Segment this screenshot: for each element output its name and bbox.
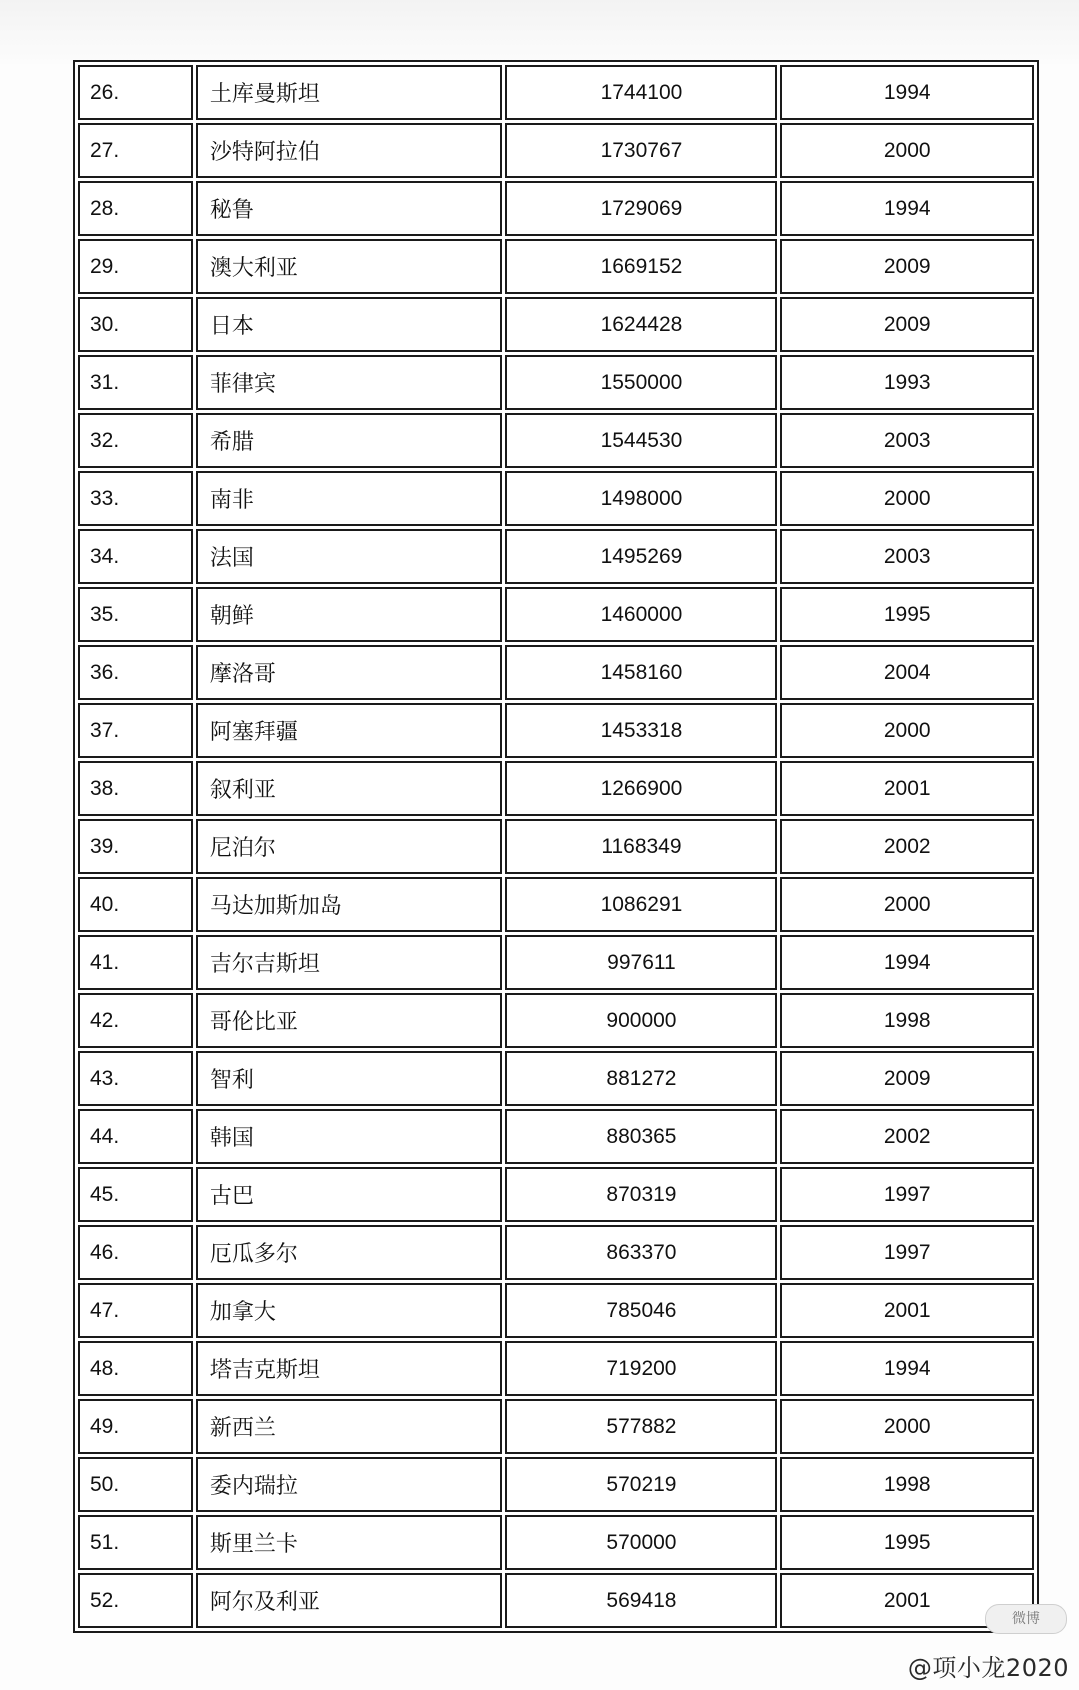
country-cell: 韩国 (196, 1109, 503, 1164)
table-row (78, 529, 1034, 584)
country-cell: 秘鲁 (196, 181, 503, 236)
table-row (78, 239, 1034, 294)
country-cell: 吉尔吉斯坦 (196, 935, 503, 990)
table-row (78, 1225, 1034, 1280)
value-cell: 1729069 (505, 181, 777, 236)
rank-cell: 28. (78, 181, 193, 236)
value-cell: 785046 (505, 1283, 777, 1338)
year-cell: 1995 (780, 1515, 1034, 1570)
table-row (78, 877, 1034, 932)
data-table-container (73, 60, 1039, 1633)
table-row (78, 761, 1034, 816)
table-row (78, 1341, 1034, 1396)
value-cell: 1550000 (505, 355, 777, 410)
year-cell: 2001 (780, 761, 1034, 816)
year-cell: 1997 (780, 1225, 1034, 1280)
value-cell: 900000 (505, 993, 777, 1048)
table-row (78, 123, 1034, 178)
rank-cell: 39. (78, 819, 193, 874)
table-row (78, 65, 1034, 120)
country-cell: 菲律宾 (196, 355, 503, 410)
rank-cell: 47. (78, 1283, 193, 1338)
value-cell: 863370 (505, 1225, 777, 1280)
country-cell: 澳大利亚 (196, 239, 503, 294)
country-cell: 法国 (196, 529, 503, 584)
year-cell: 1998 (780, 1457, 1034, 1512)
value-cell: 577882 (505, 1399, 777, 1454)
rank-cell: 42. (78, 993, 193, 1048)
year-cell: 2000 (780, 471, 1034, 526)
value-cell: 881272 (505, 1051, 777, 1106)
rank-cell: 37. (78, 703, 193, 758)
country-cell: 尼泊尔 (196, 819, 503, 874)
rank-cell: 31. (78, 355, 193, 410)
rank-cell: 52. (78, 1573, 193, 1628)
value-cell: 570219 (505, 1457, 777, 1512)
value-cell: 569418 (505, 1573, 777, 1628)
table-row (78, 1457, 1034, 1512)
rank-cell: 48. (78, 1341, 193, 1396)
year-cell: 2003 (780, 413, 1034, 468)
table-row (78, 297, 1034, 352)
watermark-text: @项小龙2020 (907, 1654, 1069, 1682)
rank-cell: 51. (78, 1515, 193, 1570)
country-cell: 叙利亚 (196, 761, 503, 816)
year-cell: 1998 (780, 993, 1034, 1048)
value-cell: 1669152 (505, 239, 777, 294)
value-cell: 1453318 (505, 703, 777, 758)
table-row (78, 1573, 1034, 1628)
country-cell: 塔吉克斯坦 (196, 1341, 503, 1396)
year-cell: 2001 (780, 1573, 1034, 1628)
table-row (78, 1283, 1034, 1338)
year-cell: 2002 (780, 819, 1034, 874)
year-cell: 2000 (780, 703, 1034, 758)
table-row (78, 703, 1034, 758)
country-cell: 阿塞拜疆 (196, 703, 503, 758)
page-top-shade (0, 0, 1079, 64)
rank-cell: 36. (78, 645, 193, 700)
table-row (78, 587, 1034, 642)
year-cell: 2001 (780, 1283, 1034, 1338)
rank-cell: 43. (78, 1051, 193, 1106)
table-row (78, 935, 1034, 990)
country-cell: 加拿大 (196, 1283, 503, 1338)
rank-cell: 32. (78, 413, 193, 468)
year-cell: 2000 (780, 123, 1034, 178)
country-cell: 委内瑞拉 (196, 1457, 503, 1512)
value-cell: 1495269 (505, 529, 777, 584)
table-row (78, 1051, 1034, 1106)
value-cell: 1744100 (505, 65, 777, 120)
year-cell: 1994 (780, 1341, 1034, 1396)
value-cell: 1086291 (505, 877, 777, 932)
country-cell: 沙特阿拉伯 (196, 123, 503, 178)
value-cell: 1544530 (505, 413, 777, 468)
country-cell: 摩洛哥 (196, 645, 503, 700)
country-cell: 古巴 (196, 1167, 503, 1222)
value-cell: 1624428 (505, 297, 777, 352)
rank-cell: 50. (78, 1457, 193, 1512)
rank-cell: 46. (78, 1225, 193, 1280)
country-cell: 哥伦比亚 (196, 993, 503, 1048)
country-cell: 日本 (196, 297, 503, 352)
watermark-badge: 微博 (985, 1604, 1067, 1634)
year-cell: 2004 (780, 645, 1034, 700)
rank-cell: 49. (78, 1399, 193, 1454)
country-cell: 智利 (196, 1051, 503, 1106)
rank-cell: 35. (78, 587, 193, 642)
table-row (78, 819, 1034, 874)
country-cell: 厄瓜多尔 (196, 1225, 503, 1280)
year-cell: 2009 (780, 297, 1034, 352)
rank-cell: 38. (78, 761, 193, 816)
value-cell: 880365 (505, 1109, 777, 1164)
value-cell: 870319 (505, 1167, 777, 1222)
rank-cell: 30. (78, 297, 193, 352)
year-cell: 2003 (780, 529, 1034, 584)
table-row (78, 181, 1034, 236)
value-cell: 719200 (505, 1341, 777, 1396)
year-cell: 1997 (780, 1167, 1034, 1222)
value-cell: 997611 (505, 935, 777, 990)
year-cell: 1994 (780, 935, 1034, 990)
year-cell: 2000 (780, 877, 1034, 932)
rank-cell: 41. (78, 935, 193, 990)
table-row (78, 1167, 1034, 1222)
rank-cell: 33. (78, 471, 193, 526)
table-row (78, 645, 1034, 700)
year-cell: 1994 (780, 181, 1034, 236)
value-cell: 570000 (505, 1515, 777, 1570)
data-table (75, 62, 1037, 1631)
rank-cell: 45. (78, 1167, 193, 1222)
rank-cell: 34. (78, 529, 193, 584)
rank-cell: 44. (78, 1109, 193, 1164)
value-cell: 1498000 (505, 471, 777, 526)
year-cell: 2000 (780, 1399, 1034, 1454)
rank-cell: 27. (78, 123, 193, 178)
value-cell: 1730767 (505, 123, 777, 178)
rank-cell: 29. (78, 239, 193, 294)
table-row (78, 1109, 1034, 1164)
country-cell: 朝鲜 (196, 587, 503, 642)
table-row (78, 993, 1034, 1048)
value-cell: 1168349 (505, 819, 777, 874)
table-row (78, 1515, 1034, 1570)
country-cell: 马达加斯加岛 (196, 877, 503, 932)
year-cell: 2002 (780, 1109, 1034, 1164)
country-cell: 斯里兰卡 (196, 1515, 503, 1570)
country-cell: 新西兰 (196, 1399, 503, 1454)
value-cell: 1458160 (505, 645, 777, 700)
country-cell: 阿尔及利亚 (196, 1573, 503, 1628)
country-cell: 土库曼斯坦 (196, 65, 503, 120)
year-cell: 1995 (780, 587, 1034, 642)
year-cell: 2009 (780, 239, 1034, 294)
table-row (78, 471, 1034, 526)
country-cell: 希腊 (196, 413, 503, 468)
rank-cell: 26. (78, 65, 193, 120)
table-row (78, 413, 1034, 468)
table-row (78, 355, 1034, 410)
year-cell: 1993 (780, 355, 1034, 410)
year-cell: 1994 (780, 65, 1034, 120)
country-cell: 南非 (196, 471, 503, 526)
year-cell: 2009 (780, 1051, 1034, 1106)
value-cell: 1266900 (505, 761, 777, 816)
table-body (78, 65, 1034, 1628)
value-cell: 1460000 (505, 587, 777, 642)
table-row (78, 1399, 1034, 1454)
rank-cell: 40. (78, 877, 193, 932)
